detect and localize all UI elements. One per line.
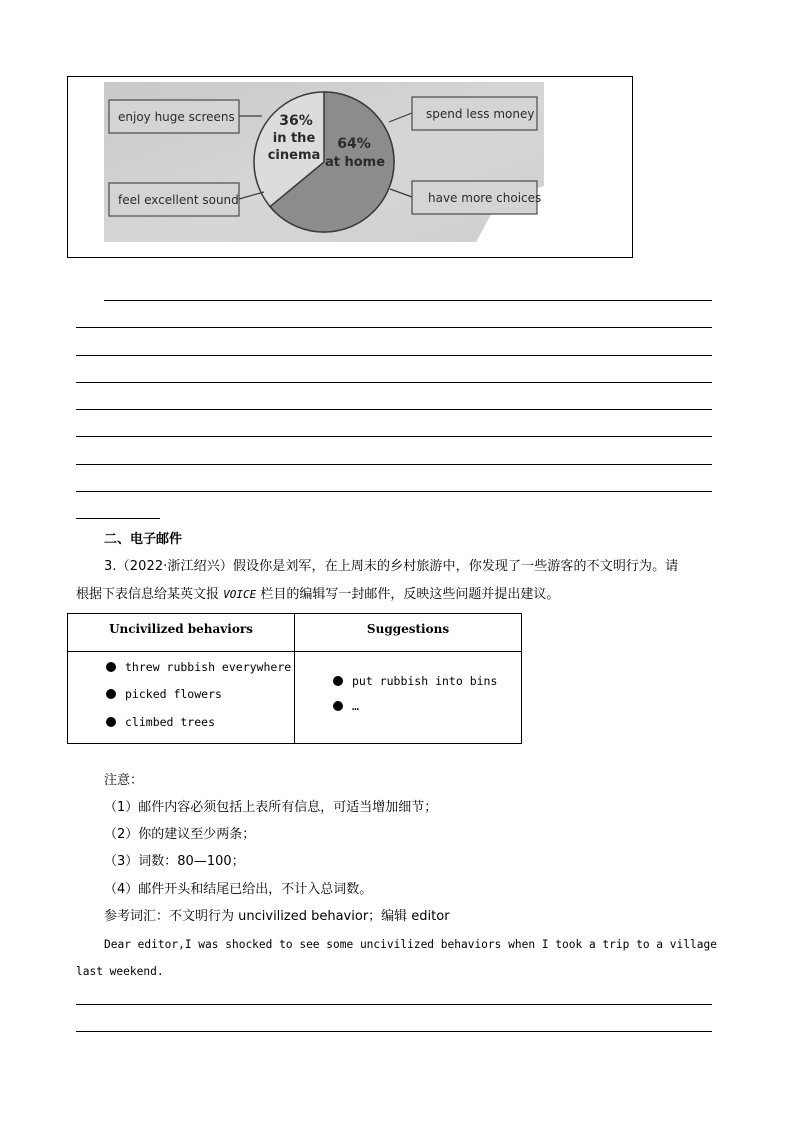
writing-line [104,300,712,301]
bullet-icon [333,701,343,711]
question-line-2 [76,586,559,604]
question-line-2-a: 根据下表信息给某英文报 [76,587,224,602]
table-header-divider [68,651,521,652]
writing-line-short [76,518,160,519]
label-less-money: spend less money [426,107,535,121]
label-excellent-sound: feel excellent sound [118,193,239,207]
table-header-suggestions: Suggestions [366,622,450,636]
bullet-icon [106,717,116,727]
suggestion-text: put rubbish into bins [352,674,498,688]
voice-column-name: VOICE [223,588,257,601]
suggestion-item [333,674,497,688]
notes-title: 注意： [104,773,144,788]
writing-line [76,1031,712,1032]
slice-label-cinema-1: in the [272,131,316,146]
label-enjoy-screens: enjoy huge screens [118,110,235,124]
behavior-text: climbed trees [125,715,216,729]
suggestion-text: … [352,699,359,713]
pie-chart-photo [104,82,544,242]
behavior-item [106,715,215,729]
slice-label-home: at home [324,155,386,170]
suggestion-item [333,699,359,713]
slice-value-home: 64% [337,136,371,152]
behavior-item [106,687,222,701]
reference-vocabulary: 参考词汇：不文明行为 uncivilized behavior；编辑 editor [104,909,450,924]
table-header-behaviors: Uncivilized behaviors [109,622,253,636]
letter-line-2: last weekend. [76,965,164,978]
note-item-1: （1）邮件内容必须包括上表所有信息，可适当增加细节； [104,800,438,815]
writing-line [76,1004,712,1005]
writing-line [76,355,712,356]
behavior-text: picked flowers [125,687,222,701]
bullet-icon [106,689,116,699]
writing-line [76,327,712,328]
bullet-icon [333,676,343,686]
behaviors-table [67,613,522,744]
behavior-text: threw rubbish everywhere [125,660,292,674]
writing-line [76,409,712,410]
writing-line [76,491,712,492]
writing-line [76,382,712,383]
section-heading: 二、电子邮件 [104,532,183,547]
note-item-2: （2）你的建议至少两条； [104,827,256,842]
slice-value-cinema: 36% [279,113,313,129]
question-line-2-b: 栏目的编辑写一封邮件，反映这些问题并提出建议。 [256,587,560,602]
label-more-choices: have more choices [428,191,542,205]
note-item-4: （4）邮件开头和结尾已给出，不计入总词数。 [104,882,373,897]
slice-label-cinema-2: cinema [267,148,321,163]
letter-line-1: Dear editor,I was shocked to see some uncivilized behaviors when I took a trip to a village [104,938,717,951]
question-line-1: 3.（2022·浙江绍兴）假设你是刘军，在上周末的乡村旅游中，你发现了一些游客的不文明行为。请 [104,559,679,574]
behavior-item [106,660,291,674]
writing-line [76,464,712,465]
note-item-3: （3）词数：80—100； [104,854,245,869]
bullet-icon [106,662,116,672]
writing-line [76,436,712,437]
